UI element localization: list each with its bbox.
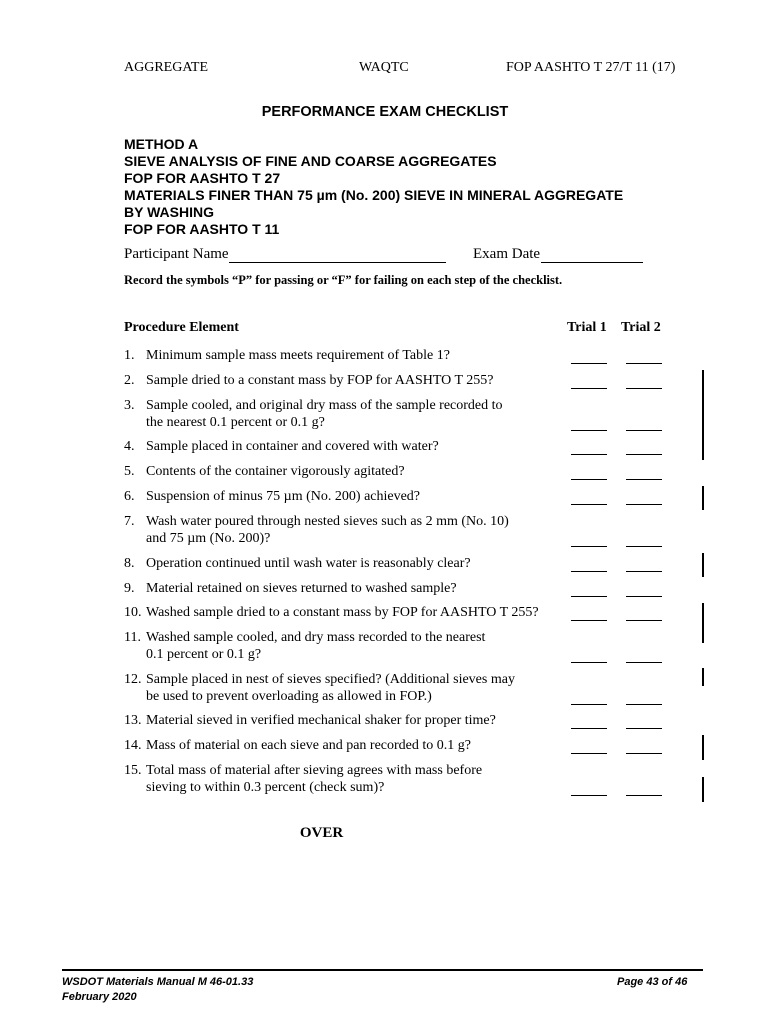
list-item (124, 397, 503, 431)
item-text (146, 372, 494, 389)
instructions: Record the symbols “P” for passing or “F” for failing on each step of the checklist. (124, 273, 563, 287)
item-number: 13. (124, 713, 142, 728)
item-number: 4. (124, 439, 135, 454)
header-left: AGGREGATE (124, 60, 208, 75)
item-number: 1. (124, 348, 135, 363)
trial1-blank[interactable] (571, 728, 607, 729)
page-title: PERFORMANCE EXAM CHECKLIST (261, 104, 509, 120)
trial1-blank[interactable] (571, 662, 607, 663)
item-text-line: Mass of material on each sieve and pan recorded to 0.1 g? (146, 738, 471, 753)
item-text-line: Sample placed in container and covered with water? (146, 439, 439, 454)
item-text (146, 762, 482, 796)
item-text (146, 629, 485, 663)
list-item (124, 762, 482, 796)
trial1-blank[interactable] (571, 454, 607, 455)
header-right: FOP AASHTO T 27/T 11 (17) (506, 60, 676, 75)
list-item (124, 488, 420, 505)
list-item (124, 712, 496, 729)
item-text (146, 604, 539, 621)
item-text-line: the nearest 0.1 percent or 0.1 g? (146, 415, 325, 430)
item-text (146, 463, 405, 480)
revision-bar (702, 735, 704, 760)
method-line: MATERIALS FINER THAN 75 µm (No. 200) SIEVE IN MINERAL AGGREGATE (124, 187, 624, 203)
item-text-line: Sample dried to a constant mass by FOP for AASHTO T 255? (146, 373, 494, 388)
trial2-blank[interactable] (626, 571, 662, 572)
footer-page: Page 43 of 46 (617, 976, 688, 988)
item-text-line: be used to prevent overloading as allowed in FOP.) (146, 689, 432, 704)
item-number: 11. (124, 630, 141, 645)
revision-bar (702, 777, 704, 802)
item-text (146, 555, 471, 572)
revision-bar (702, 486, 704, 510)
item-text (146, 438, 439, 455)
revision-bar (702, 668, 704, 686)
exam-date-field[interactable] (541, 248, 643, 263)
list-item (124, 580, 457, 597)
revision-bar (702, 370, 704, 460)
trial1-blank[interactable] (571, 620, 607, 621)
trial1-blank[interactable] (571, 571, 607, 572)
item-number: 12. (124, 672, 142, 687)
method-line: FOP FOR AASHTO T 27 (124, 170, 281, 186)
trial2-blank[interactable] (626, 728, 662, 729)
item-number: 5. (124, 464, 135, 479)
item-text-line: sieving to within 0.3 percent (check sum)? (146, 780, 385, 795)
list-item (124, 737, 471, 754)
trial2-blank[interactable] (626, 479, 662, 480)
item-text (146, 347, 450, 364)
item-text-line: Material sieved in verified mechanical shaker for proper time? (146, 713, 496, 728)
item-text (146, 671, 515, 705)
trial1-blank[interactable] (571, 363, 607, 364)
trial2-blank[interactable] (626, 704, 662, 705)
item-text (146, 712, 496, 729)
footer-date: February 2020 (62, 991, 137, 1003)
footer-manual: WSDOT Materials Manual M 46-01.33 (62, 976, 254, 988)
trial1-blank[interactable] (571, 430, 607, 431)
method-block (124, 136, 623, 238)
item-text-line: and 75 µm (No. 200)? (146, 531, 271, 546)
item-text-line: Wash water poured through nested sieves such as 2 mm (No. 10) (146, 514, 509, 529)
list-item (124, 671, 515, 705)
trial2-blank[interactable] (626, 753, 662, 754)
over-label: OVER (299, 825, 344, 841)
item-text (146, 397, 503, 431)
list-item (124, 463, 405, 480)
item-text-line: Material retained on sieves returned to washed sample? (146, 581, 457, 596)
method-line: METHOD A (124, 136, 199, 152)
trial2-blank[interactable] (626, 363, 662, 364)
item-number: 8. (124, 556, 135, 571)
item-number: 2. (124, 373, 135, 388)
item-text (146, 488, 420, 505)
trial1-blank[interactable] (571, 596, 607, 597)
trial2-blank[interactable] (626, 454, 662, 455)
item-number: 3. (124, 398, 135, 413)
revision-bar (702, 603, 704, 643)
method-line: SIEVE ANALYSIS OF FINE AND COARSE AGGREGATES (124, 153, 497, 169)
trial1-blank[interactable] (571, 753, 607, 754)
item-number: 9. (124, 581, 135, 596)
method-line: FOP FOR AASHTO T 11 (124, 221, 280, 237)
list-item (124, 347, 450, 364)
trial1-blank[interactable] (571, 504, 607, 505)
item-text-line: Sample cooled, and original dry mass of the sample recorded to (146, 398, 503, 413)
trial2-header: Trial 2 (621, 320, 661, 335)
list-item (124, 513, 509, 547)
item-text-line: 0.1 percent or 0.1 g? (146, 647, 262, 662)
trial2-blank[interactable] (626, 662, 662, 663)
header-center: WAQTC (359, 60, 409, 75)
exam-date-label: Exam Date (473, 246, 541, 262)
trial2-blank[interactable] (626, 430, 662, 431)
item-text-line: Washed sample dried to a constant mass by FOP for AASHTO T 255? (146, 605, 539, 620)
item-text-line: Suspension of minus 75 µm (No. 200) achieved? (146, 489, 421, 504)
item-text (146, 580, 457, 597)
trial2-blank[interactable] (626, 504, 662, 505)
list-item (124, 604, 539, 621)
item-text-line: Contents of the container vigorously agitated? (146, 464, 405, 479)
item-text-line: Operation continued until wash water is reasonably clear? (146, 556, 471, 571)
trial2-blank[interactable] (626, 795, 662, 796)
item-text-line: Washed sample cooled, and dry mass recorded to the nearest (146, 630, 486, 645)
trial2-blank[interactable] (626, 596, 662, 597)
procedure-header: Procedure Element (124, 320, 239, 335)
participant-name-field[interactable] (229, 248, 446, 263)
trial1-blank[interactable] (571, 388, 607, 389)
list-item (124, 372, 494, 389)
footer-rule (62, 969, 703, 971)
item-text-line: Minimum sample mass meets requirement of Table 1? (146, 348, 450, 363)
item-number: 10. (124, 605, 142, 620)
item-text-line: Sample placed in nest of sieves specified? (Additional sieves may (146, 672, 515, 687)
trial2-blank[interactable] (626, 620, 662, 621)
trial2-blank[interactable] (626, 388, 662, 389)
trial1-blank[interactable] (571, 546, 607, 547)
item-number: 14. (124, 738, 142, 753)
trial1-blank[interactable] (571, 479, 607, 480)
method-line: BY WASHING (124, 204, 214, 220)
trial1-header: Trial 1 (567, 320, 607, 335)
trial1-blank[interactable] (571, 704, 607, 705)
item-number: 6. (124, 489, 135, 504)
item-text-line: Total mass of material after sieving agrees with mass before (146, 763, 483, 778)
participant-name-label: Participant Name (124, 246, 229, 262)
list-item (124, 438, 439, 455)
revision-bar (702, 553, 704, 577)
trial1-blank[interactable] (571, 795, 607, 796)
item-text (146, 737, 471, 754)
trial2-blank[interactable] (626, 546, 662, 547)
list-item (124, 555, 471, 572)
item-number: 7. (124, 514, 135, 529)
list-item (124, 629, 485, 663)
item-number: 15. (124, 763, 142, 778)
item-text (146, 513, 509, 547)
